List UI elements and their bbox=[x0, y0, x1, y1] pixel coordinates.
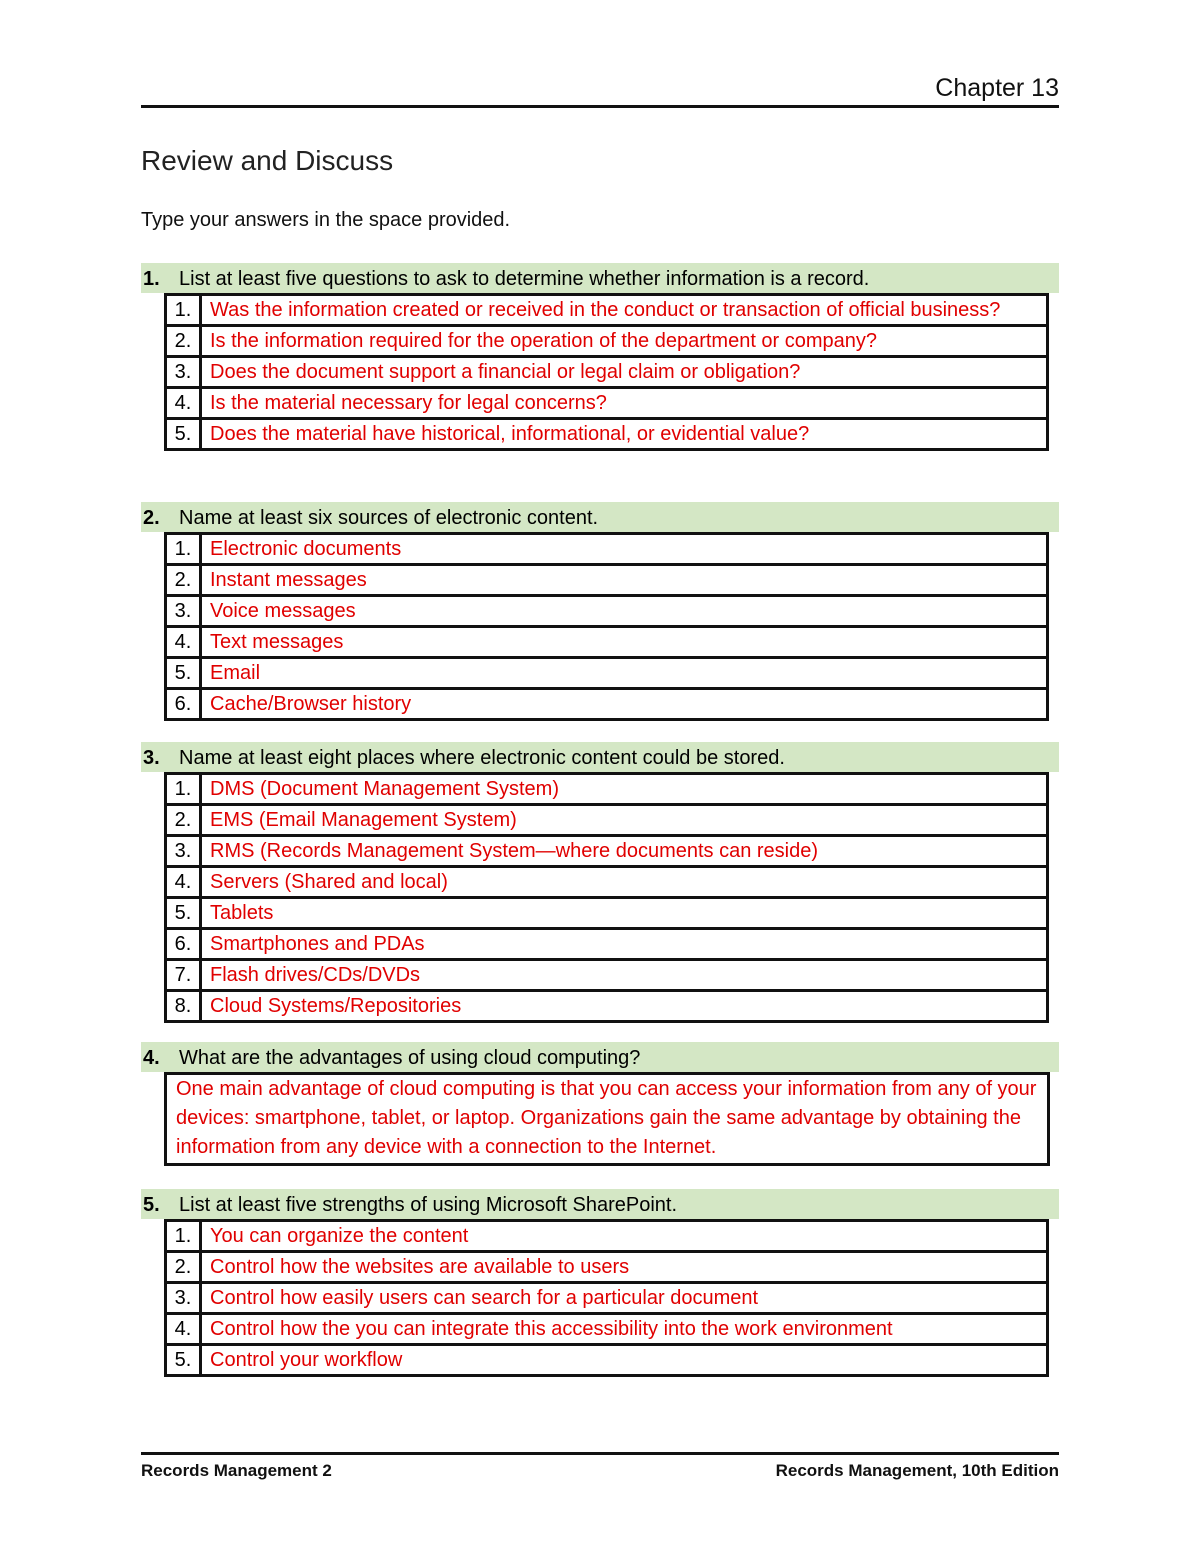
question-4 bbox=[141, 1042, 1059, 1166]
answer-number: 2. bbox=[166, 565, 201, 596]
answer-cell[interactable]: Was the information created or received in the conduct or transaction of official business? bbox=[201, 295, 1048, 326]
answer-row bbox=[166, 867, 1048, 898]
question-bar bbox=[141, 742, 1059, 772]
question-number: 2. bbox=[143, 507, 160, 529]
footer-left: Records Management 2 bbox=[141, 1461, 332, 1480]
answer-row bbox=[166, 419, 1048, 450]
answer-cell[interactable]: Is the information required for the operation of the department or company? bbox=[201, 326, 1048, 357]
answer-row bbox=[166, 565, 1048, 596]
answer-cell[interactable]: Voice messages bbox=[201, 596, 1048, 627]
answer-number: 5. bbox=[166, 658, 201, 689]
answer-row bbox=[166, 689, 1048, 720]
answer-cell[interactable]: RMS (Records Management System—where documents can reside) bbox=[201, 836, 1048, 867]
question-bar bbox=[141, 263, 1059, 293]
answer-cell[interactable]: Servers (Shared and local) bbox=[201, 867, 1048, 898]
answer-number: 2. bbox=[166, 805, 201, 836]
answer-cell[interactable]: Is the material necessary for legal concerns? bbox=[201, 388, 1048, 419]
question-number: 1. bbox=[143, 268, 160, 290]
page-title: Review and Discuss bbox=[141, 145, 394, 176]
answer-row bbox=[166, 929, 1048, 960]
answer-cell[interactable]: Does the material have historical, informational, or evidential value? bbox=[201, 419, 1048, 450]
answer-row bbox=[166, 534, 1048, 565]
answer-table bbox=[164, 532, 1049, 721]
question-number: 4. bbox=[143, 1047, 160, 1069]
footer-divider bbox=[141, 1452, 1059, 1455]
answer-number: 3. bbox=[166, 596, 201, 627]
question-text: List at least five questions to ask to determine whether information is a record. bbox=[179, 268, 870, 290]
question-text: Name at least six sources of electronic content. bbox=[179, 507, 599, 529]
answer-number: 2. bbox=[166, 1252, 201, 1283]
answer-row bbox=[166, 596, 1048, 627]
answer-number: 5. bbox=[166, 419, 201, 450]
answer-row bbox=[166, 774, 1048, 805]
answer-number: 4. bbox=[166, 388, 201, 419]
answer-row bbox=[166, 836, 1048, 867]
answer-number: 5. bbox=[166, 1345, 201, 1376]
question-1 bbox=[141, 263, 1059, 451]
answer-cell[interactable]: Smartphones and PDAs bbox=[201, 929, 1048, 960]
answer-cell[interactable]: Control your workflow bbox=[201, 1345, 1048, 1376]
answer-box[interactable]: One main advantage of cloud computing is that you can access your information from any of your devices: smartphone, tablet, or laptop. Organizations gain the same advantage by obtaining the information from any device with a connection to the Internet. bbox=[164, 1072, 1050, 1166]
answer-number: 3. bbox=[166, 1283, 201, 1314]
answer-number: 5. bbox=[166, 898, 201, 929]
answer-cell[interactable]: Instant messages bbox=[201, 565, 1048, 596]
question-text: Name at least eight places where electronic content could be stored. bbox=[179, 747, 785, 769]
answer-row bbox=[166, 1314, 1048, 1345]
answer-row bbox=[166, 295, 1048, 326]
question-text: List at least five strengths of using Microsoft SharePoint. bbox=[179, 1194, 678, 1216]
answer-row bbox=[166, 991, 1048, 1022]
answer-number: 6. bbox=[166, 929, 201, 960]
instructions: Type your answers in the space provided. bbox=[141, 209, 511, 231]
question-bar bbox=[141, 1042, 1059, 1072]
question-number: 3. bbox=[143, 747, 160, 769]
answer-cell[interactable]: Tablets bbox=[201, 898, 1048, 929]
answer-cell[interactable]: Flash drives/CDs/DVDs bbox=[201, 960, 1048, 991]
answer-table bbox=[164, 772, 1049, 1023]
footer-right: Records Management, 10th Edition bbox=[775, 1461, 1059, 1480]
answer-cell[interactable]: Control how easily users can search for a particular document bbox=[201, 1283, 1048, 1314]
answer-cell[interactable]: Control how the websites are available to users bbox=[201, 1252, 1048, 1283]
answer-cell[interactable]: Does the document support a financial or legal claim or obligation? bbox=[201, 357, 1048, 388]
question-3 bbox=[141, 742, 1059, 1023]
answer-row bbox=[166, 1345, 1048, 1376]
answer-number: 8. bbox=[166, 991, 201, 1022]
question-5 bbox=[141, 1189, 1059, 1377]
header-divider bbox=[141, 105, 1059, 108]
answer-row bbox=[166, 388, 1048, 419]
answer-number: 1. bbox=[166, 295, 201, 326]
answer-cell[interactable]: DMS (Document Management System) bbox=[201, 774, 1048, 805]
answer-number: 7. bbox=[166, 960, 201, 991]
answer-cell[interactable]: Cache/Browser history bbox=[201, 689, 1048, 720]
answer-number: 3. bbox=[166, 836, 201, 867]
answer-number: 2. bbox=[166, 326, 201, 357]
answer-number: 1. bbox=[166, 534, 201, 565]
answer-row bbox=[166, 1283, 1048, 1314]
answer-number: 1. bbox=[166, 1221, 201, 1252]
answer-cell[interactable]: You can organize the content bbox=[201, 1221, 1048, 1252]
answer-cell[interactable]: EMS (Email Management System) bbox=[201, 805, 1048, 836]
answer-row bbox=[166, 357, 1048, 388]
answer-number: 3. bbox=[166, 357, 201, 388]
answer-cell[interactable]: Electronic documents bbox=[201, 534, 1048, 565]
answer-row bbox=[166, 1221, 1048, 1252]
answer-cell[interactable]: Text messages bbox=[201, 627, 1048, 658]
answer-row bbox=[166, 805, 1048, 836]
question-text: What are the advantages of using cloud computing? bbox=[179, 1047, 641, 1069]
answer-row bbox=[166, 898, 1048, 929]
question-number: 5. bbox=[143, 1194, 160, 1216]
answer-cell[interactable]: Cloud Systems/Repositories bbox=[201, 991, 1048, 1022]
answer-row bbox=[166, 960, 1048, 991]
answer-cell[interactable]: Email bbox=[201, 658, 1048, 689]
answer-number: 4. bbox=[166, 627, 201, 658]
answer-table bbox=[164, 1219, 1049, 1377]
answer-row bbox=[166, 658, 1048, 689]
question-2 bbox=[141, 502, 1059, 721]
answer-row bbox=[166, 326, 1048, 357]
answer-number: 1. bbox=[166, 774, 201, 805]
answer-number: 6. bbox=[166, 689, 201, 720]
answer-number: 4. bbox=[166, 867, 201, 898]
chapter-header: Chapter 13 bbox=[935, 74, 1059, 102]
answer-table bbox=[164, 293, 1049, 451]
answer-row bbox=[166, 627, 1048, 658]
answer-row bbox=[166, 1252, 1048, 1283]
answer-cell[interactable]: Control how the you can integrate this accessibility into the work environment bbox=[201, 1314, 1048, 1345]
question-bar bbox=[141, 1189, 1059, 1219]
question-bar bbox=[141, 502, 1059, 532]
answer-number: 4. bbox=[166, 1314, 201, 1345]
